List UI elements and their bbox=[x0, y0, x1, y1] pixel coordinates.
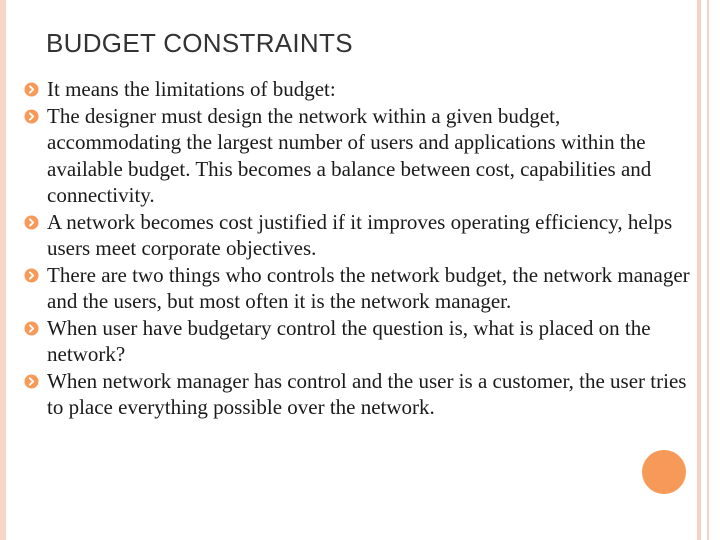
circled-chevron-right-icon bbox=[24, 268, 39, 283]
right-border-line bbox=[697, 0, 701, 540]
bullet-list bbox=[24, 76, 694, 421]
decorative-orange-circle bbox=[642, 450, 686, 494]
circled-chevron-right-icon bbox=[24, 374, 39, 389]
bullet-item bbox=[24, 76, 694, 103]
bullet-text: There are two things who controls the network budget, the network manager and the users, but most often it is the network manager. bbox=[47, 262, 690, 313]
right-border-line-thin bbox=[707, 0, 709, 540]
circled-chevron-right-icon bbox=[24, 215, 39, 230]
bullet-item bbox=[24, 262, 694, 315]
bullet-item bbox=[24, 315, 694, 368]
circled-chevron-right-icon bbox=[24, 82, 39, 97]
bullet-item bbox=[24, 368, 694, 421]
bullet-item bbox=[24, 103, 694, 209]
bullet-text: When user have budgetary control the question is, what is placed on the network? bbox=[47, 315, 651, 366]
bullet-item bbox=[24, 209, 694, 262]
slide-title: BUDGET CONSTRAINTS bbox=[46, 28, 353, 58]
bullet-text: The designer must design the network within a given budget, accommodating the largest number of users and applications within the available budget. This becomes a balance between cost, capabilities and connectivity. bbox=[47, 103, 652, 207]
bullet-text: When network manager has control and the user is a customer, the user tries to place everything possible over the network. bbox=[47, 368, 687, 419]
bullet-text: A network becomes cost justified if it improves operating efficiency, helps users meet corporate objectives. bbox=[47, 209, 673, 260]
circled-chevron-right-icon bbox=[24, 109, 39, 124]
circled-chevron-right-icon bbox=[24, 321, 39, 336]
left-border-decoration bbox=[0, 0, 6, 540]
bullet-text: It means the limitations of budget: bbox=[47, 77, 336, 101]
